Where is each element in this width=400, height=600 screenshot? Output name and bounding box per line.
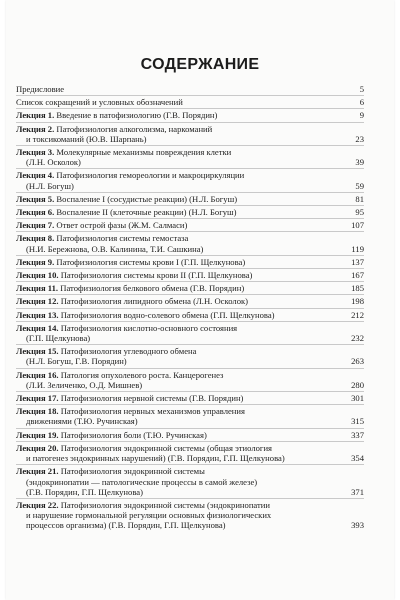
page-number: 185: [351, 283, 364, 294]
toc-entry: [16, 321, 364, 343]
lecture-number: Лекция 7.: [16, 220, 55, 231]
entry-text: Патофизиология водно-солевого обмена (Г.П. Щелкунова): [60, 309, 275, 320]
entry-text: Список сокращений и условных обозначений: [16, 97, 183, 108]
toc-entry: [16, 122, 364, 144]
entry-text: Патофизиология алкоголизма, наркоманий: [56, 123, 213, 134]
toc-entry-line: [16, 157, 364, 167]
toc-entry-line: [16, 466, 364, 476]
toc-entry-line: [16, 147, 364, 157]
entry-text: Патофизиология углеводного обмена: [60, 346, 197, 357]
entry-text: Патофизиология липидного обмена (Л.Н. Осколок): [60, 296, 249, 307]
toc-entry: [16, 498, 364, 531]
toc-entry: [16, 294, 364, 306]
table-of-contents: [16, 84, 364, 531]
toc-entry-line: [16, 270, 364, 280]
toc-entry-line: [16, 296, 364, 306]
lecture-number: Лекция 2.: [16, 123, 55, 134]
lecture-number: Лекция 10.: [16, 270, 59, 281]
entry-text: (Г.В. Порядин, Г.П. Щелкунова): [26, 486, 143, 497]
toc-entry-line: [16, 520, 364, 530]
lecture-number: Лекция 18.: [16, 406, 59, 417]
toc-entry-line: [16, 194, 364, 204]
toc-entry: [16, 168, 364, 190]
page-number: 393: [351, 520, 364, 531]
toc-entry: [16, 255, 364, 267]
entry-text: Патофизиология эндокринной системы (общая этиология: [60, 442, 272, 453]
toc-entry: [16, 84, 364, 94]
page-number: 107: [351, 220, 364, 231]
toc-entry-line: [16, 406, 364, 416]
entry-text: Молекулярные механизмы повреждения клетки: [56, 147, 232, 158]
toc-entry: [16, 108, 364, 120]
lecture-number: Лекция 3.: [16, 147, 55, 158]
toc-entry-line: [16, 333, 364, 343]
toc-entry-line: [16, 370, 364, 380]
toc-entry: [16, 308, 364, 320]
lecture-number: Лекция 21.: [16, 466, 59, 477]
entry-text: Патофизиология кислотно-основного состояния: [60, 322, 238, 333]
toc-entry-line: [16, 487, 364, 497]
page-number: 95: [355, 207, 364, 218]
lecture-number: Лекция 22.: [16, 499, 59, 510]
entry-text: Патофизиология системы гемостаза: [56, 233, 189, 244]
toc-entry-line: [16, 500, 364, 510]
entry-text: Патофизиология эндокринной системы (эндокринопатии: [60, 499, 270, 510]
entry-text: движениями (Т.Ю. Ручинская): [26, 416, 138, 427]
entry-text: Патофизиология эндокринной системы: [60, 466, 205, 477]
page-number: 232: [351, 333, 364, 344]
toc-entry-line: [16, 134, 364, 144]
toc-entry: [16, 464, 364, 497]
page-number: 212: [351, 309, 364, 320]
toc-entry: [16, 268, 364, 280]
lecture-number: Лекция 15.: [16, 346, 59, 357]
entry-text: Воспаление II (клеточные реакции) (Н.Л. Богуш): [56, 207, 237, 218]
toc-entry-line: [16, 393, 364, 403]
page-number: 5: [359, 84, 364, 94]
toc-entry-line: [16, 356, 364, 366]
toc-entry-line: [16, 207, 364, 217]
lecture-number: Лекция 12.: [16, 296, 59, 307]
page-number: 371: [351, 486, 364, 497]
entry-text: (Н.Л. Богуш): [26, 180, 74, 191]
entry-text: Патофизиология нервной системы (Г.В. Порядин): [60, 393, 244, 404]
lecture-number: Лекция 9.: [16, 256, 55, 267]
toc-entry-line: [16, 97, 364, 107]
toc-entry: [16, 192, 364, 204]
page-number: 337: [351, 429, 364, 440]
page-number: 263: [351, 356, 364, 367]
toc-entry: [16, 95, 364, 107]
toc-entry: [16, 281, 364, 293]
entry-text: (Г.П. Щелкунова): [26, 333, 91, 344]
toc-entry: [16, 145, 364, 167]
entry-text: и нарушение гормональной регуляции основных физиологических: [26, 510, 272, 521]
toc-entry-line: [16, 124, 364, 134]
page-number: 198: [351, 296, 364, 307]
toc-entry: [16, 218, 364, 230]
toc-entry-line: [16, 453, 364, 463]
toc-entry-line: [16, 283, 364, 293]
toc-entry: [16, 368, 364, 390]
toc-entry-line: [16, 346, 364, 356]
page-number: 119: [351, 243, 364, 254]
page-number: 301: [351, 393, 364, 404]
page-number: 23: [355, 133, 364, 144]
toc-entry-line: [16, 170, 364, 180]
toc-entry-line: [16, 443, 364, 453]
page-number: 59: [355, 180, 364, 191]
lecture-number: Лекция 4.: [16, 170, 55, 181]
toc-entry-line: [16, 110, 364, 120]
toc-entry-line: [16, 244, 364, 254]
entry-text: Введение в патофизиологию (Г.В. Порядин): [56, 110, 218, 121]
entry-text: и патогенез эндокринных нарушений) (Г.В. Порядин, Г.П. Щелкунова): [26, 453, 285, 464]
entry-text: Патофизиология белкового обмена (Г.В. Порядин): [60, 283, 245, 294]
lecture-number: Лекция 16.: [16, 369, 59, 380]
page-title: СОДЕРЖАНИЕ: [140, 56, 260, 73]
entry-text: (Л.Н. Осколок): [26, 157, 81, 168]
page-number: 354: [351, 453, 364, 464]
toc-entry-line: [16, 510, 364, 520]
toc-entry-line: [16, 416, 364, 426]
lecture-number: Лекция 20.: [16, 442, 59, 453]
toc-entry-line: [16, 323, 364, 333]
toc-entry: [16, 441, 364, 463]
entry-text: (эндокринопатии — патологические процессы в самой железе): [26, 476, 258, 487]
page-number: 280: [351, 379, 364, 390]
entry-text: Патофизиология гемореологии и макроциркуляции: [56, 170, 245, 181]
toc-entry-line: [16, 430, 364, 440]
toc-entry: [16, 344, 364, 366]
entry-text: Ответ острой фазы (Ж.М. Салмаси): [56, 220, 188, 231]
lecture-number: Лекция 6.: [16, 207, 55, 218]
toc-entry: [16, 205, 364, 217]
lecture-number: Лекция 8.: [16, 233, 55, 244]
entry-text: (Л.И. Зеличенко, О.Д. Мишнев): [26, 379, 143, 390]
entry-text: процессов организма) (Г.В. Порядин, Г.П. Щелкунова): [26, 520, 226, 531]
entry-text: Патология опухолевого роста. Канцерогенез: [60, 369, 224, 380]
entry-text: (Н.Л. Богуш, Г.В. Порядин): [26, 356, 127, 367]
toc-entry-line: [16, 310, 364, 320]
entry-text: Воспаление I (сосудистые реакции) (Н.Л. Богуш): [56, 193, 238, 204]
page-number: 137: [351, 256, 364, 267]
lecture-number: Лекция 14.: [16, 322, 59, 333]
toc-entry: [16, 428, 364, 440]
page-number: 167: [351, 270, 364, 281]
entry-text: и токсикоманий (Ю.В. Шарпань): [26, 133, 147, 144]
toc-entry-line: [16, 84, 364, 94]
entry-text: Патофизиология системы крови I (Г.П. Щелкунова): [56, 256, 246, 267]
page-number: 9: [359, 110, 364, 121]
toc-entry-line: [16, 220, 364, 230]
lecture-number: Лекция 5.: [16, 193, 55, 204]
toc-entry: [16, 391, 364, 403]
toc-entry: [16, 231, 364, 253]
page-number: 39: [355, 157, 364, 168]
toc-entry-line: [16, 477, 364, 487]
entry-text: Патофизиология боли (Т.Ю. Ручинская): [60, 429, 207, 440]
entry-text: Предисловие: [16, 84, 65, 94]
lecture-number: Лекция 1.: [16, 110, 55, 121]
toc-entry-line: [16, 257, 364, 267]
lecture-number: Лекция 13.: [16, 309, 59, 320]
page-number: 81: [355, 193, 364, 204]
lecture-number: Лекция 17.: [16, 393, 59, 404]
toc-entry-line: [16, 380, 364, 390]
page-number: 315: [351, 416, 364, 427]
entry-text: (Н.И. Бережнова, О.В. Калинина, Т.И. Сашкина): [26, 243, 204, 254]
entry-text: Патофизиология системы крови II (Г.П. Щелкунова): [60, 270, 253, 281]
page-number: 6: [359, 97, 364, 108]
toc-entry-line: [16, 233, 364, 243]
toc-entry-line: [16, 181, 364, 191]
lecture-number: Лекция 11.: [16, 283, 59, 294]
toc-entry: [16, 404, 364, 426]
lecture-number: Лекция 19.: [16, 429, 59, 440]
entry-text: Патофизиология нервных механизмов управления: [60, 406, 245, 417]
